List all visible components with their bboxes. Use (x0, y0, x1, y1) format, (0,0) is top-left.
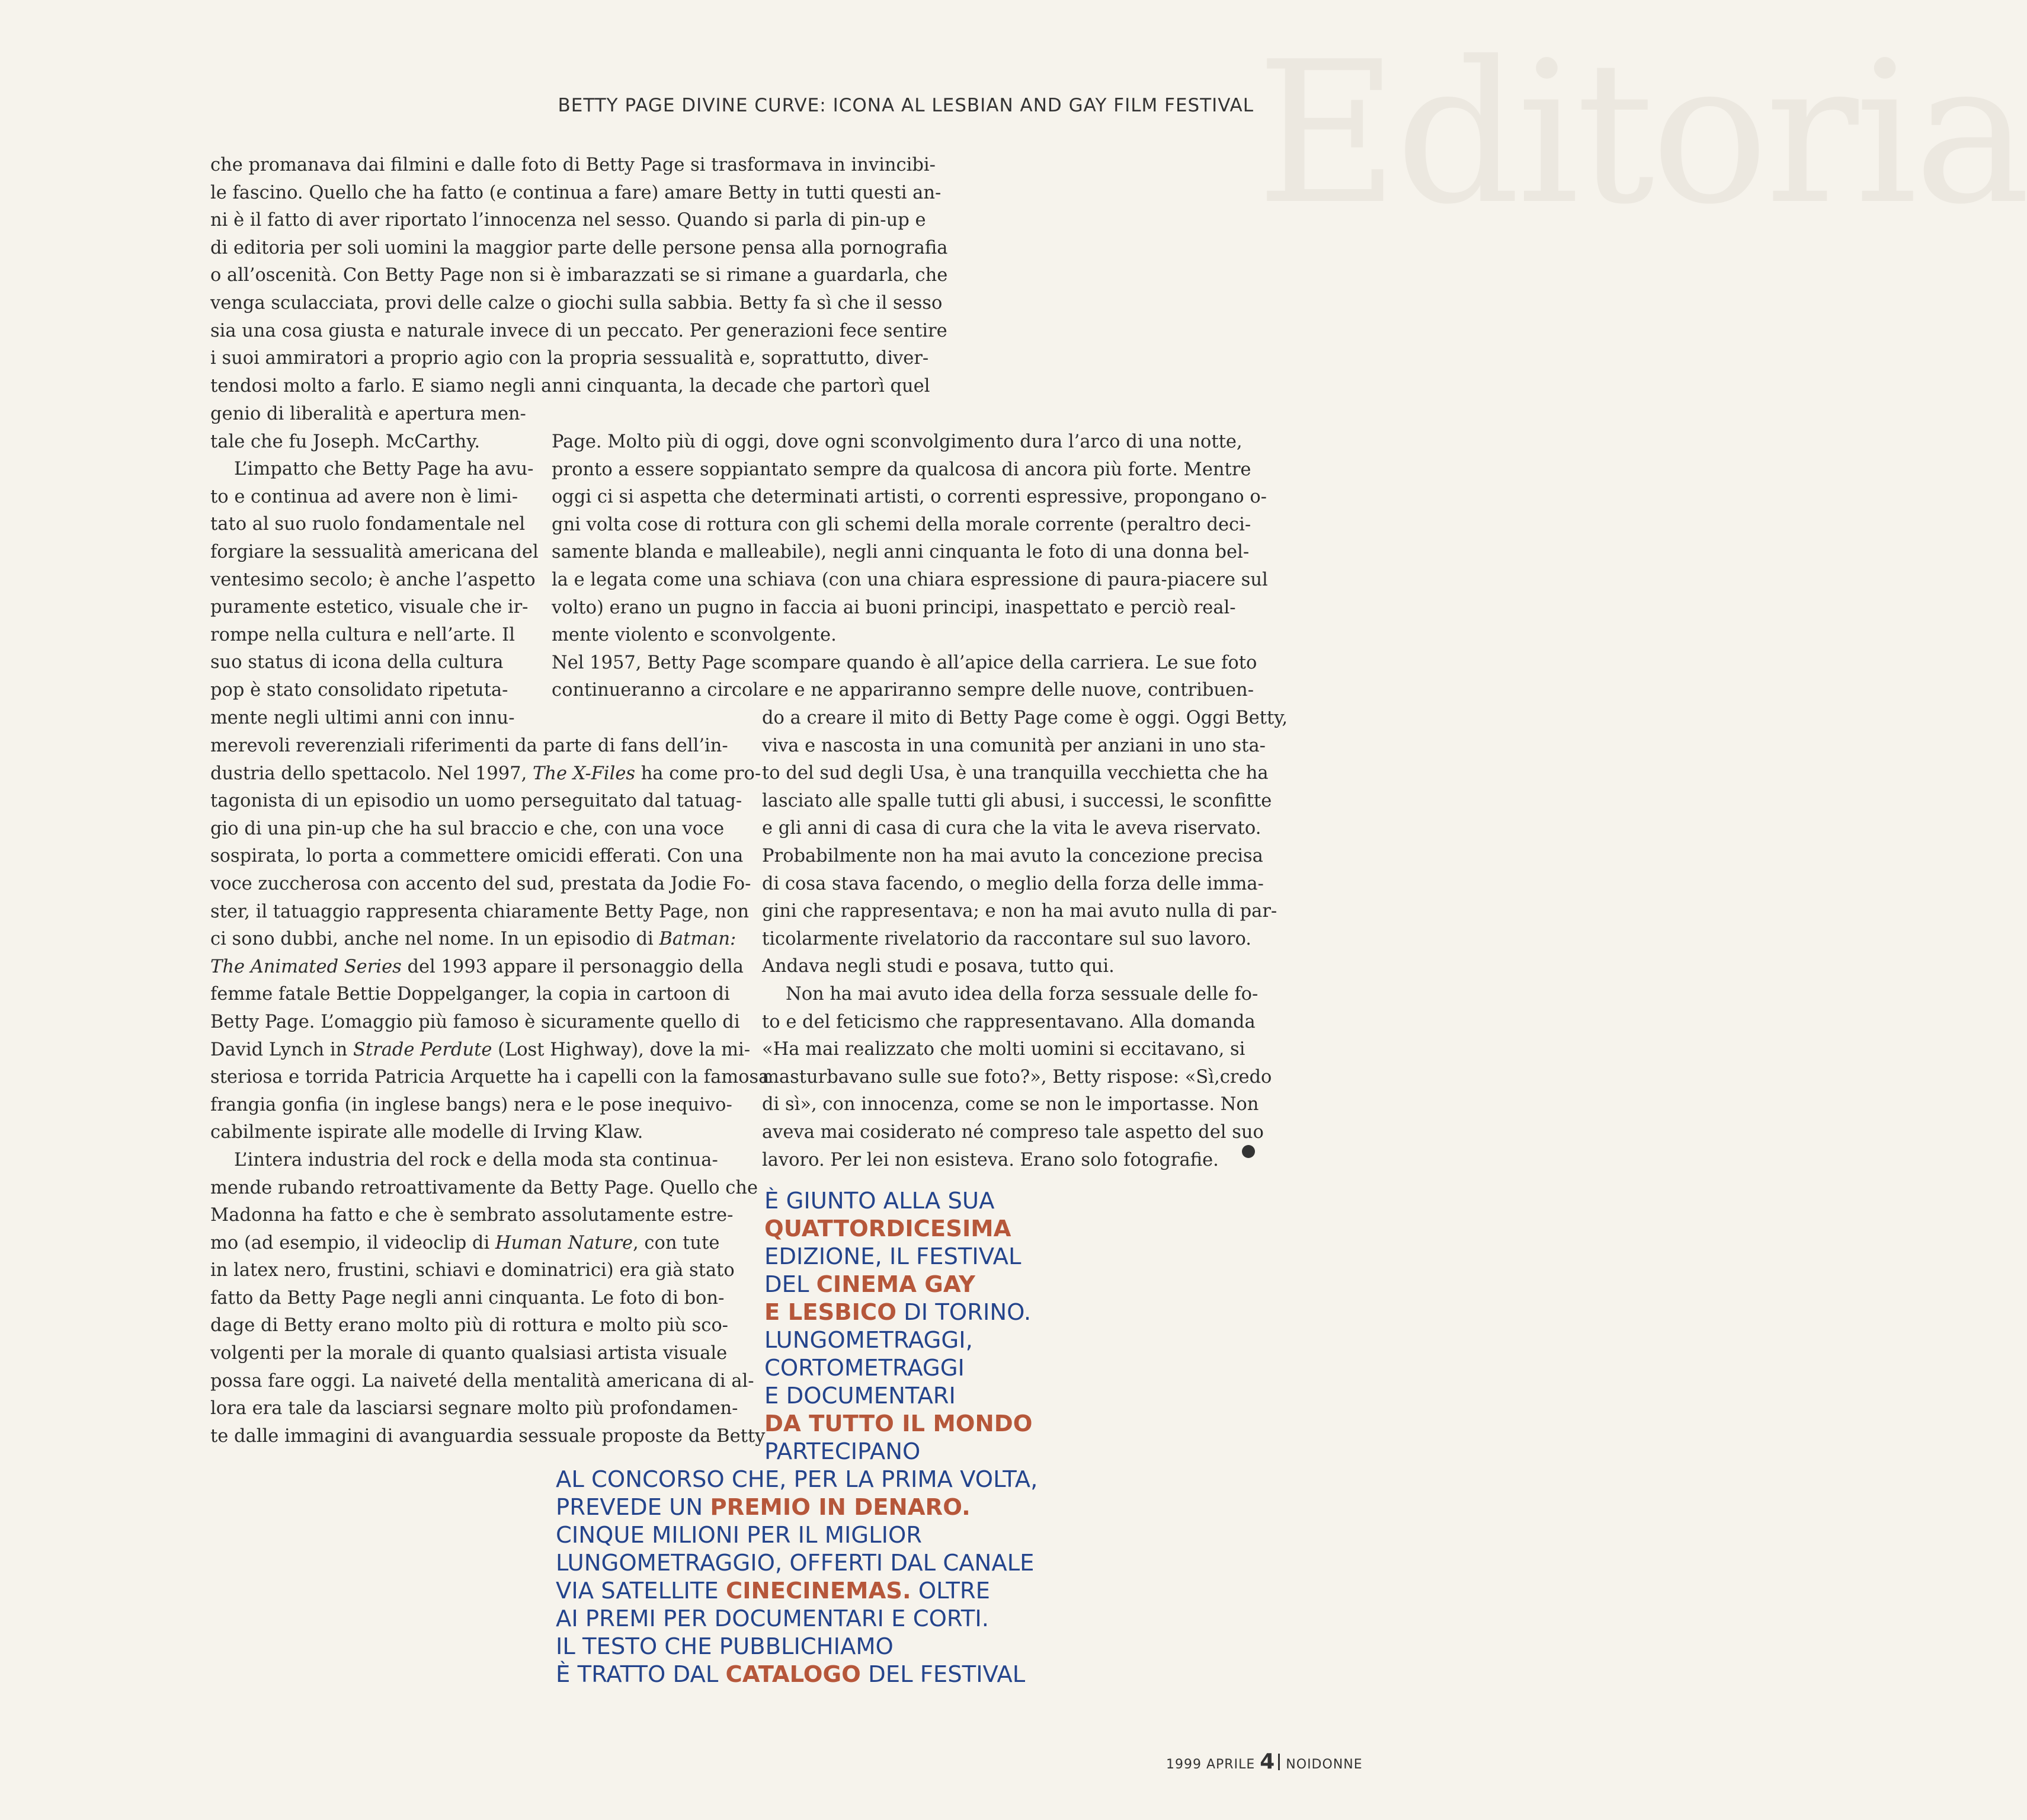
text-line: e gli anni di casa di cura che la vita le aveva riservato. (762, 818, 1261, 839)
magazine-name: NOIDONNE (1286, 1757, 1363, 1772)
text-line: i suoi ammiratori a proprio agio con la propria sessualità e, soprattutto, diver- (210, 348, 929, 369)
callout-line: È TRATTO DAL CATALOGO DEL FESTIVAL (556, 1661, 1026, 1688)
text-line: David Lynch in Strade Perdute (Lost Highway), dove la mi- (210, 1039, 751, 1060)
text-line: la e legata come una schiava (con una chiara espressione di paura-piacere sul (552, 569, 1268, 590)
text-line: sia una cosa giusta e naturale invece di un peccato. Per generazioni fece sentire (210, 320, 947, 341)
right-column (762, 705, 1288, 1174)
text-line: to e continua ad avere non è limi- (210, 486, 518, 507)
left-narrow-column (210, 401, 539, 732)
page-number: 4 (1260, 1749, 1275, 1774)
text-line: venga sculacciata, provi delle calze o giochi sulla sabbia. Betty fa sì che il sesso (210, 292, 943, 314)
text-line: samente blanda e malleabile), negli anni cinquanta le foto di una donna bel- (552, 542, 1250, 563)
text-line: Betty Page. L’omaggio più famoso è sicuramente quello di (210, 1011, 740, 1032)
text-line: tendosi molto a farlo. E siamo negli anni cinquanta, la decade che partorì quel (210, 375, 930, 396)
page-footer (1166, 1749, 1363, 1774)
text-line: to del sud degli Usa, è una tranquilla vecchietta che ha (762, 763, 1269, 784)
callout-line: PREVEDE UN PREMIO IN DENARO. (556, 1494, 971, 1521)
text-line: continueranno a circolare e ne appariranno sempre delle nuove, contribuen- (552, 680, 1254, 701)
text-line: mente violento e sconvolgente. (552, 625, 837, 646)
text-line: volto) erano un pugno in faccia ai buoni principi, inaspettato e perciò real- (552, 597, 1236, 618)
text-line: le fascino. Quello che ha fatto (e continua a fare) amare Betty in tutti questi an- (210, 182, 942, 203)
text-line: volgenti per la morale di quanto qualsiasi artista visuale (210, 1343, 728, 1364)
text-line: lasciato alle spalle tutti gli abusi, i successi, le sconfitte (762, 790, 1272, 811)
text-line: puramente estetico, visuale che ir- (210, 597, 529, 618)
text-line: te dalle immagini di avanguardia sessuale proposte da Betty (210, 1425, 766, 1447)
callout-line: DEL CINEMA GAY (764, 1271, 975, 1298)
text-line: ster, il tatuaggio rappresenta chiaramente Betty Page, non (210, 901, 749, 922)
text-line: femme fatale Bettie Doppelganger, la copia in cartoon di (210, 984, 730, 1005)
text-line: in latex nero, frustini, schiavi e dominatrici) era già stato (210, 1260, 735, 1281)
text-line: to e del feticismo che rappresentavano. Alla domanda (762, 1011, 1256, 1032)
text-line: ventesimo secolo; è anche l’aspetto (210, 569, 536, 590)
text-line: gini che rappresentava; e non ha mai avuto nulla di par- (762, 901, 1277, 922)
callout-line: È GIUNTO ALLA SUA (764, 1188, 995, 1214)
text-line: viva e nascosta in una comunità per anziani in uno sta- (762, 735, 1266, 756)
text-line: mente negli ultimi anni con innu- (210, 707, 515, 728)
text-line: di editoria per soli uomini la maggior parte delle persone pensa alla pornografia (210, 237, 948, 258)
text-line: The Animated Series del 1993 appare il personaggio della (210, 956, 744, 977)
text-line: dage di Betty erano molto più di rottura e molto più sco- (210, 1315, 728, 1336)
text-line: genio di liberalità e apertura men- (210, 404, 526, 424)
callout-line: DA TUTTO IL MONDO (764, 1410, 1033, 1437)
text-line: ci sono dubbi, anche nel nome. In un episodio di Batman: (210, 929, 736, 950)
text-line: Madonna ha fatto e che è sembrato assolutamente estre- (210, 1205, 734, 1226)
text-line: voce zuccherosa con accento del sud, prestata da Jodie Fo- (210, 873, 751, 894)
callout-line: CORTOMETRAGGI (764, 1355, 965, 1381)
text-line: gni volta cose di rottura con gli schemi della morale corrente (peraltro deci- (552, 514, 1251, 535)
callout-line: AI PREMI PER DOCUMENTARI E CORTI. (556, 1605, 989, 1632)
callout-line: QUATTORDICESIMA (764, 1216, 1011, 1242)
festival-callout (764, 1187, 1032, 1466)
text-line: «Ha mai realizzato che molti uomini si eccitavano, si (762, 1039, 1245, 1060)
text-line: rompe nella cultura e nell’arte. Il (210, 624, 515, 645)
text-line: Non ha mai avuto idea della forza sessuale delle fo- (786, 983, 1259, 1005)
running-head: BETTY PAGE DIVINE CURVE: ICONA AL LESBIAN AND GAY FILM FESTIVAL (558, 95, 1254, 116)
text-line: oggi ci si aspetta che determinati artisti, o correnti espressive, propongano o- (552, 487, 1267, 508)
text-line: lavoro. Per lei non esisteva. Erano solo fotografie. (762, 1149, 1219, 1170)
text-line: merevoli reverenziali riferimenti da parte di fans dell’in- (210, 735, 728, 756)
text-line: suo status di icona della cultura (210, 652, 504, 673)
folio-divider (1278, 1754, 1280, 1770)
text-line: forgiare la sessualità americana del (210, 541, 539, 562)
text-line: gio di una pin-up che ha sul braccio e che, con una voce (210, 818, 725, 839)
text-line: do a creare il mito di Betty Page come è oggi. Oggi Betty, (762, 708, 1288, 728)
top-paragraph (210, 152, 948, 400)
text-line: mende rubando retroattivamente da Betty Page. Quello che (210, 1177, 758, 1198)
text-line: mo (ad esempio, il videoclip di Human Nature, con tute (210, 1232, 720, 1253)
text-line: cabilmente ispirate alle modelle di Irving Klaw. (210, 1122, 643, 1143)
end-of-article-bullet-icon (1242, 1145, 1255, 1158)
text-line: ni è il fatto di aver riportato l’innocenza nel sesso. Quando si parla di pin-up e (210, 210, 926, 231)
text-line: possa fare oggi. La naiveté della mentalità americana di al- (210, 1370, 754, 1392)
text-line: ticolarmente rivelatorio da raccontare sul suo lavoro. (762, 928, 1251, 949)
background-watermark: Editoria (1256, 20, 2027, 247)
text-line: di cosa stava facendo, o meglio della forza delle imma- (762, 873, 1264, 894)
text-line: o all’oscenità. Con Betty Page non si è imbarazzati se si rimane a guardarla, che (210, 265, 948, 286)
text-line: pop è stato consolidato ripetuta- (210, 679, 508, 701)
callout-line: E LESBICO DI TORINO. (764, 1299, 1032, 1326)
text-line: L’impatto che Betty Page ha avu- (234, 459, 534, 480)
text-line: di sì», con innocenza, come se non le importasse. Non (762, 1094, 1259, 1115)
callout-line: CINQUE MILIONI PER IL MIGLIOR (556, 1522, 922, 1549)
callout-line: EDIZIONE, IL FESTIVAL (764, 1243, 1021, 1270)
text-line: fatto da Betty Page negli anni cinquanta. Le foto di bon- (210, 1287, 725, 1309)
festival-callout-lower (556, 1466, 1037, 1688)
text-line: steriosa e torrida Patricia Arquette ha i capelli con la famosa (210, 1067, 770, 1088)
left-column (210, 733, 770, 1450)
text-line: che promanava dai filmini e dalle foto di Betty Page si trasformava in invincibi- (210, 155, 936, 175)
text-line: dustria dello spettacolo. Nel 1997, The X-Files ha come pro- (210, 763, 761, 784)
callout-line: LUNGOMETRAGGI, (764, 1327, 973, 1354)
callout-line: E DOCUMENTARI (764, 1383, 956, 1409)
callout-line: AL CONCORSO CHE, PER LA PRIMA VOLTA, (556, 1466, 1038, 1493)
callout-line: LUNGOMETRAGGIO, OFFERTI DAL CANALE (556, 1550, 1035, 1576)
callout-line: IL TESTO CHE PUBBLICHIAMO (556, 1633, 894, 1660)
right-wide-block (552, 428, 1268, 705)
callout-line: VIA SATELLITE CINECINEMAS. OLTRE (556, 1578, 990, 1604)
callout-line: PARTECIPANO (764, 1438, 921, 1465)
text-line: Nel 1957, Betty Page scompare quando è all’apice della carriera. Le sue foto (552, 652, 1257, 673)
text-line: sospirata, lo porta a commettere omicidi efferati. Con una (210, 846, 744, 867)
text-line: aveva mai cosiderato né compreso tale aspetto del suo (762, 1121, 1264, 1143)
text-line: frangia gonfia (in inglese bangs) nera e le pose inequivo- (210, 1094, 732, 1115)
text-line: Probabilmente non ha mai avuto la concezione precisa (762, 845, 1263, 866)
issue-date: 1999 APRILE (1166, 1757, 1256, 1772)
text-line: lora era tale da lasciarsi segnare molto più profondamen- (210, 1398, 738, 1419)
text-line: Andava negli studi e posava, tutto qui. (762, 956, 1115, 977)
text-line: tagonista di un episodio un uomo perseguitato dal tatuag- (210, 791, 742, 812)
text-line: L’intera industria del rock e della moda sta continua- (234, 1149, 718, 1170)
text-line: Page. Molto più di oggi, dove ogni sconvolgimento dura l’arco di una notte, (552, 431, 1243, 452)
text-line: pronto a essere soppiantato sempre da qualcosa di ancora più forte. Mentre (552, 459, 1251, 480)
text-line: tale che fu Joseph. McCarthy. (210, 431, 481, 452)
text-line: tato al suo ruolo fondamentale nel (210, 514, 526, 535)
text-line: masturbavano sulle sue foto?», Betty rispose: «Sì,credo (762, 1066, 1272, 1087)
